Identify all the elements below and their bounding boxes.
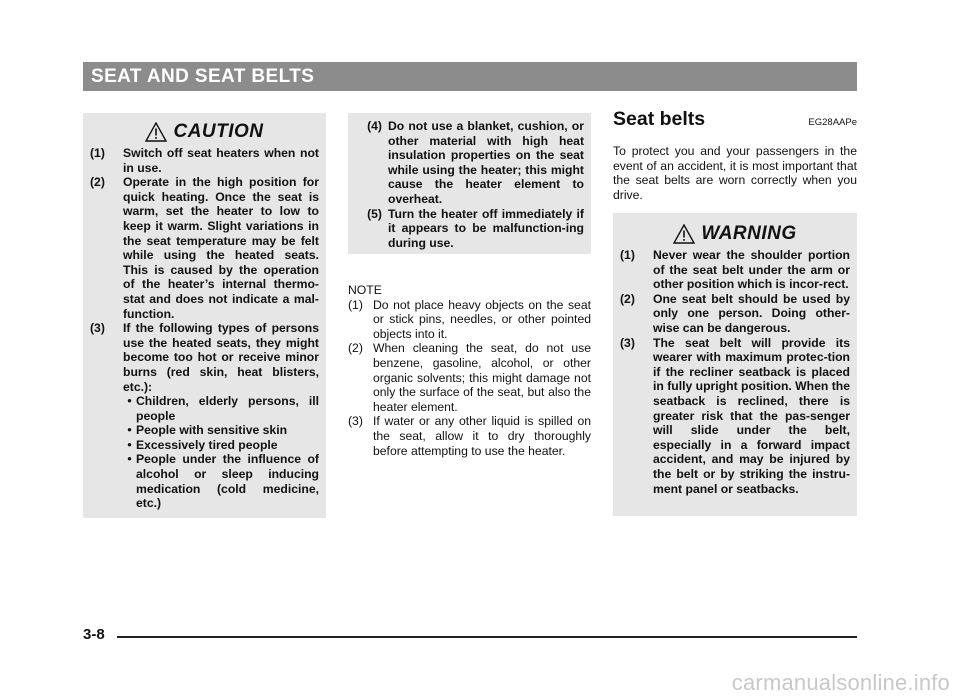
- item-text: If the following types of persons use the heated seats, they might become too hot or receive minor burns (red skin, heat blisters, etc.):: [123, 321, 319, 394]
- bullet-list: [123, 394, 319, 511]
- item-number: (2): [348, 341, 363, 356]
- item-number: (1): [620, 248, 635, 262]
- caution-item: [355, 207, 584, 251]
- bullet-text: People under the influence of alcohol or sleep inducing medication (cold medicine, etc.): [136, 452, 319, 511]
- caution-box: [83, 113, 326, 518]
- bullet-item: • Children, elderly persons, ill people: [127, 394, 319, 423]
- item-text: Do not place heavy objects on the seat or stick pins, needles, or other pointed objects into it.: [373, 297, 591, 341]
- item-text: Do not use a blanket, cushion, or other material with high heat insulation properties on the seat while using the heater; this might cause the heater element to overheat.: [388, 119, 584, 206]
- caution-heading: [90, 119, 319, 145]
- seat-belts-intro: To protect you and your passengers in the event of an accident, it is most important that the seat belts are worn correctly when you drive.: [613, 144, 857, 202]
- item-text: Turn the heater off immediately if it appears to be malfunction-ing during use.: [388, 206, 584, 250]
- note-item: [348, 298, 591, 342]
- item-number: (2): [620, 291, 635, 306]
- caution-item: [90, 146, 319, 175]
- caution-signal-word: CAUTION: [173, 121, 264, 142]
- item-number: (5): [367, 206, 382, 221]
- warning-list: [620, 248, 850, 496]
- bullet-text: Excessively tired people: [136, 437, 278, 452]
- warning-item: [620, 248, 850, 292]
- note-block: [348, 283, 591, 458]
- warning-triangle-icon: [673, 224, 695, 244]
- caution-continued-box: [348, 113, 591, 254]
- item-text: Operate in the high position for quick heating. Once the seat is warm, set the heater to low to keep it warm. Slight variations in the seat temperature may be felt while using the heated seats. This is caused by the operation of the heater’s internal thermo-stat and does not indicate a mal-function.: [123, 175, 319, 321]
- item-number: (3): [348, 414, 363, 429]
- item-number: (3): [90, 321, 105, 336]
- warning-triangle-icon: [145, 122, 167, 142]
- bullet-text: Children, elderly persons, ill people: [136, 394, 319, 423]
- bullet-item: • People with sensitive skin: [123, 423, 319, 438]
- caution-item: [355, 119, 584, 207]
- item-text: When cleaning the seat, do not use benzene, gasoline, alcohol, or other organic solvents; this might damage not only the surface of the seat, but also the heater element.: [373, 341, 591, 414]
- section-header-title: SEAT AND SEAT BELTS: [91, 66, 315, 87]
- caution-item: [90, 321, 319, 511]
- footer-rule: [117, 636, 857, 638]
- page-number: 3-8: [83, 626, 105, 643]
- warning-signal-word: WARNING: [701, 223, 797, 244]
- item-text: Never wear the shoulder portion of the seat belt under the arm or other position which is incor-rect.: [653, 248, 850, 292]
- watermark-text: carmanualsonline.info: [731, 670, 950, 695]
- note-item: [348, 341, 591, 414]
- item-number: (3): [620, 335, 635, 350]
- warning-item: [620, 292, 850, 336]
- seat-belts-title: Seat belts: [613, 108, 706, 130]
- item-text: Switch off seat heaters when not in use.: [123, 146, 319, 175]
- item-number: (2): [90, 175, 105, 190]
- item-number: (4): [367, 119, 382, 133]
- warning-item: [620, 336, 850, 497]
- section-header-bar: [83, 62, 857, 91]
- bullet-item: • Excessively tired people: [123, 438, 319, 453]
- caution-list: [90, 146, 319, 511]
- note-title: NOTE: [348, 283, 382, 297]
- item-text: One seat belt should be used by only one person. Doing other-wise can be dangerous.: [653, 291, 850, 335]
- item-body: [123, 321, 319, 511]
- item-text: The seat belt will provide its wearer with maximum protec-tion if the recliner seatback is placed in fully upright position. When the seatback is reclined, there is greater risk that the pas-senger will slide under the belt, especially in a forward impact accident, and may be injured by the belt or by striking the instru-ment panel or seatbacks.: [653, 335, 851, 496]
- caution-item: [90, 175, 319, 321]
- warning-box: [613, 213, 857, 516]
- item-number: (1): [90, 146, 105, 160]
- warning-heading: [620, 221, 850, 247]
- seat-belts-code: EG28AAPe: [808, 117, 857, 128]
- note-list: [348, 298, 591, 459]
- caution-continued-list: [355, 119, 584, 250]
- note-item: [348, 414, 591, 458]
- bullet-text: People with sensitive skin: [136, 423, 288, 438]
- bullet-item: • People under the influence of alcohol or sleep inducing medication (cold medicine, etc.): [127, 452, 319, 511]
- item-number: (1): [348, 297, 363, 312]
- item-text: If water or any other liquid is spilled on the seat, allow it to dry thoroughly before attempting to use the heater.: [373, 414, 591, 458]
